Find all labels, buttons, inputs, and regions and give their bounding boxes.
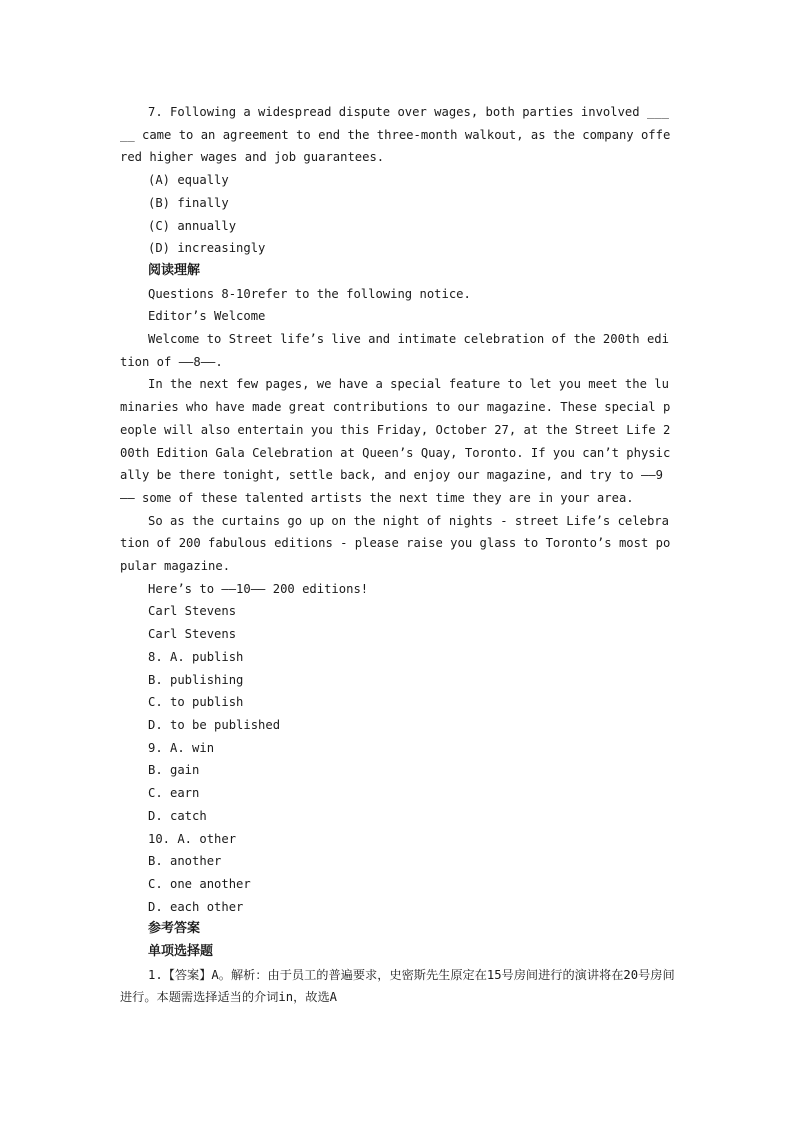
- question-9-option-c: C. earn: [148, 786, 200, 801]
- answers-heading: 参考答案: [148, 921, 201, 937]
- question-10-option-b: B. another: [148, 854, 222, 869]
- question-8-option-d: D. to be published: [148, 717, 281, 732]
- answers-subheading: 单项选择题: [148, 944, 214, 960]
- question-9-option-a: 9. A. win: [148, 740, 215, 755]
- reading-heading: 阅读理解: [148, 262, 201, 278]
- notice-paragraph-1: Welcome to Street life’s live and intimate celebration of the 200th edition of ——8——.: [120, 332, 669, 369]
- signature-2: Carl Stevens: [148, 627, 237, 642]
- question-7-option-d: (D) increasingly: [148, 241, 266, 256]
- question-10-option-c: C. one another: [148, 876, 251, 891]
- question-9-option-b: B. gain: [148, 763, 200, 778]
- reading-intro: Questions 8-10refer to the following notice.: [148, 286, 471, 301]
- answer-1: 1.【答案】A。解析：由于员工的普遍要求，史密斯先生原定在15号房间进行的演讲将在20号房间进行。本题需选择适当的介词in，故选A: [120, 967, 675, 1005]
- question-9-option-d: D. catch: [148, 808, 207, 823]
- question-7-option-c: (C) annually: [148, 218, 237, 233]
- signature-1: Carl Stevens: [148, 604, 237, 619]
- question-8-option-a: 8. A. publish: [148, 649, 244, 664]
- notice-title: Editor’s Welcome: [148, 309, 266, 324]
- question-8-option-b: B. publishing: [148, 672, 244, 687]
- question-7-stem: 7. Following a widespread dispute over wages, both parties involved _____ came to an agreement to end the three-month walkout, as the company offered higher wages and job guarantees.: [120, 105, 671, 165]
- notice-paragraph-4: Here’s to ——10—— 200 editions!: [148, 581, 369, 596]
- question-10-option-a: 10. A. other: [148, 831, 237, 846]
- notice-paragraph-3: So as the curtains go up on the night of nights - street Life’s celebration of 200 fabulous editions - please raise you glass to Toronto’s most popular magazine.: [120, 513, 671, 574]
- notice-paragraph-2: In the next few pages, we have a special feature to let you meet the luminaries who have made great contributions to our magazine. These special people will also entertain you this Friday, October 27, at the Street Life 200th Edition Gala Celebration at Queen’s Quay, Toronto. If you can’t physically be there tonight, settle back, and enjoy our magazine, and try to ——9—— some of these talented artists the next time they are in your area.: [120, 377, 671, 505]
- question-7-option-a: (A) equally: [148, 173, 229, 188]
- document-page: [120, 101, 676, 1009]
- question-10-option-d: D. each other: [148, 899, 244, 914]
- question-8-option-c: C. to publish: [148, 695, 244, 710]
- question-7-option-b: (B) finally: [148, 195, 229, 210]
